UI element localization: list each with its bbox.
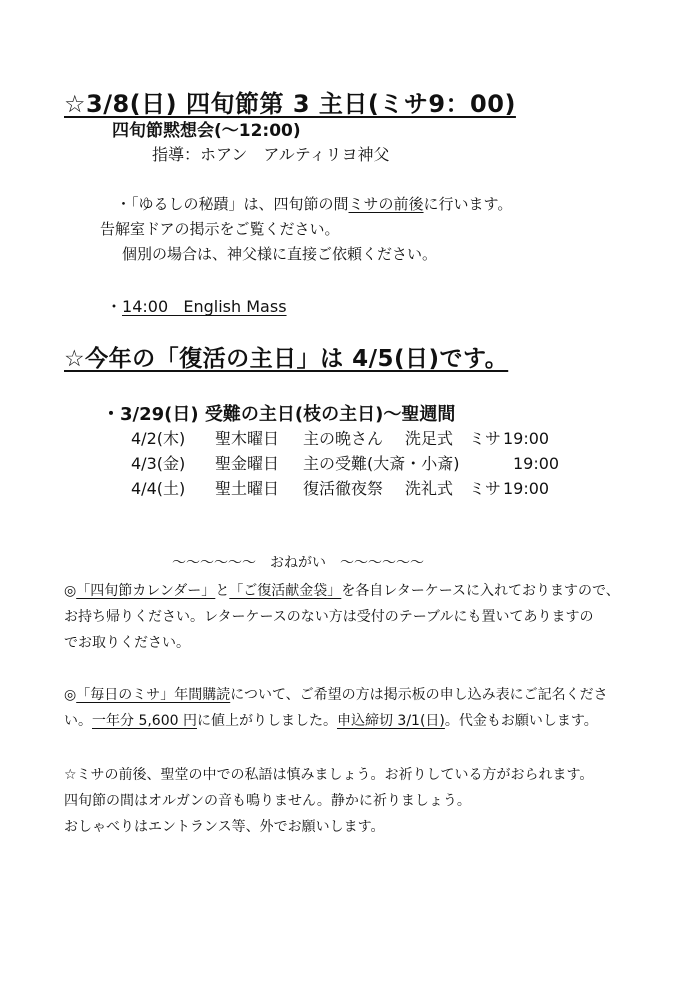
schedule-date: 4/4(土)	[131, 479, 186, 498]
section1-heading: ☆3/8(日) 四旬節第 3 主日(ミサ9：00)	[64, 90, 516, 118]
english-mass-line	[106, 294, 287, 317]
notice-p1-rest: を各自レターケースに入れておりますので、	[341, 583, 620, 599]
schedule-day-name: 聖土曜日	[215, 479, 280, 498]
schedule-event: 主の受難(大斎・小斎)	[303, 454, 460, 473]
notice-p3-line-3: おしゃべりはエントランス等、外でお願いします。	[64, 819, 385, 835]
schedule-day-name: 聖木曜日	[215, 429, 280, 448]
schedule-time: 19:00	[503, 479, 550, 498]
notice-p2-c: 。代金もお願いします。	[444, 713, 598, 729]
confession-line-1	[116, 193, 512, 214]
schedule-row	[131, 451, 559, 474]
notice-p1-line-3: でお取りください。	[64, 635, 190, 651]
schedule-mass: ミサ	[469, 429, 502, 448]
daily-mass-underlined: 「毎日のミサ」年間購読	[76, 687, 231, 703]
notice-p2-b: に値上がりしました。	[196, 713, 337, 729]
confession-line-2: 告解室ドアの掲示をご覧ください。	[100, 220, 340, 238]
deadline-underlined: 申込締切 3/1(日)	[336, 713, 445, 729]
notice-p1-line-1	[64, 580, 620, 600]
confession-line-3: 個別の場合は、神父様に直接ご依頼ください。	[122, 245, 438, 263]
notice-and: と	[215, 583, 230, 599]
notice-p2-a: い。	[64, 713, 92, 729]
schedule-time: 19:00	[503, 429, 550, 448]
schedule-time: 19:00	[513, 454, 560, 473]
schedule-day-name: 聖金曜日	[215, 454, 280, 473]
schedule-row	[131, 476, 549, 499]
schedule-row	[131, 426, 549, 449]
notice-p1-line-2: お持ち帰りください。レターケースのない方は受付のテーブルにも置いてありますの	[64, 609, 594, 625]
english-mass-bullet: ・	[106, 297, 123, 316]
notice-p3-line-2: 四旬節の間はオルガンの音も鳴りません。静かに祈りましょう。	[64, 793, 471, 809]
confession-text-post: に行います。	[423, 195, 513, 213]
easter-envelope-underlined: 「ご復活献金袋」	[229, 583, 342, 599]
palm-sunday-line: ・3/29(日) 受難の主日(枝の主日)～聖週間	[102, 404, 456, 425]
schedule-event: 主の晩さん	[303, 429, 384, 448]
confession-text-pre: ・「ゆるしの秘蹟」は、四旬節の間	[116, 195, 349, 213]
section2-heading: ☆今年の「復活の主日」は 4/5(日)です。	[64, 346, 509, 372]
english-mass-text: 14:00 English Mass	[122, 297, 287, 316]
notice-mark: ◎	[64, 583, 77, 599]
director-line: 指導：ホアン アルティリヨ神父	[152, 145, 390, 164]
price-underlined: 一年分 5,600 円	[92, 713, 197, 729]
calendar-underlined: 「四旬節カレンダー」	[76, 583, 216, 599]
notice-title: ～～～～～～ おねがい ～～～～～～	[172, 555, 424, 571]
schedule-date: 4/2(木)	[131, 429, 186, 448]
schedule-rite: 洗礼式	[405, 479, 454, 498]
schedule-mass: ミサ	[469, 479, 502, 498]
notice-p2-line-2	[64, 710, 598, 730]
confession-underlined: ミサの前後	[348, 195, 424, 213]
notice-p2-line-1	[64, 684, 608, 704]
notice-p2-rest: について、ご希望の方は掲示板の申し込み表にご記名くださ	[230, 687, 608, 703]
retreat-subheading: 四旬節黙想会(～12:00)	[112, 121, 301, 141]
schedule-date: 4/3(金)	[131, 454, 186, 473]
notice-p3-line-1: ☆ミサの前後、聖堂の中での私語は慎みましょう。お祈りしている方がおられます。	[64, 767, 594, 783]
notice-mark: ◎	[64, 687, 77, 703]
schedule-rite: 洗足式	[405, 429, 454, 448]
schedule-event: 復活徹夜祭	[303, 479, 384, 498]
